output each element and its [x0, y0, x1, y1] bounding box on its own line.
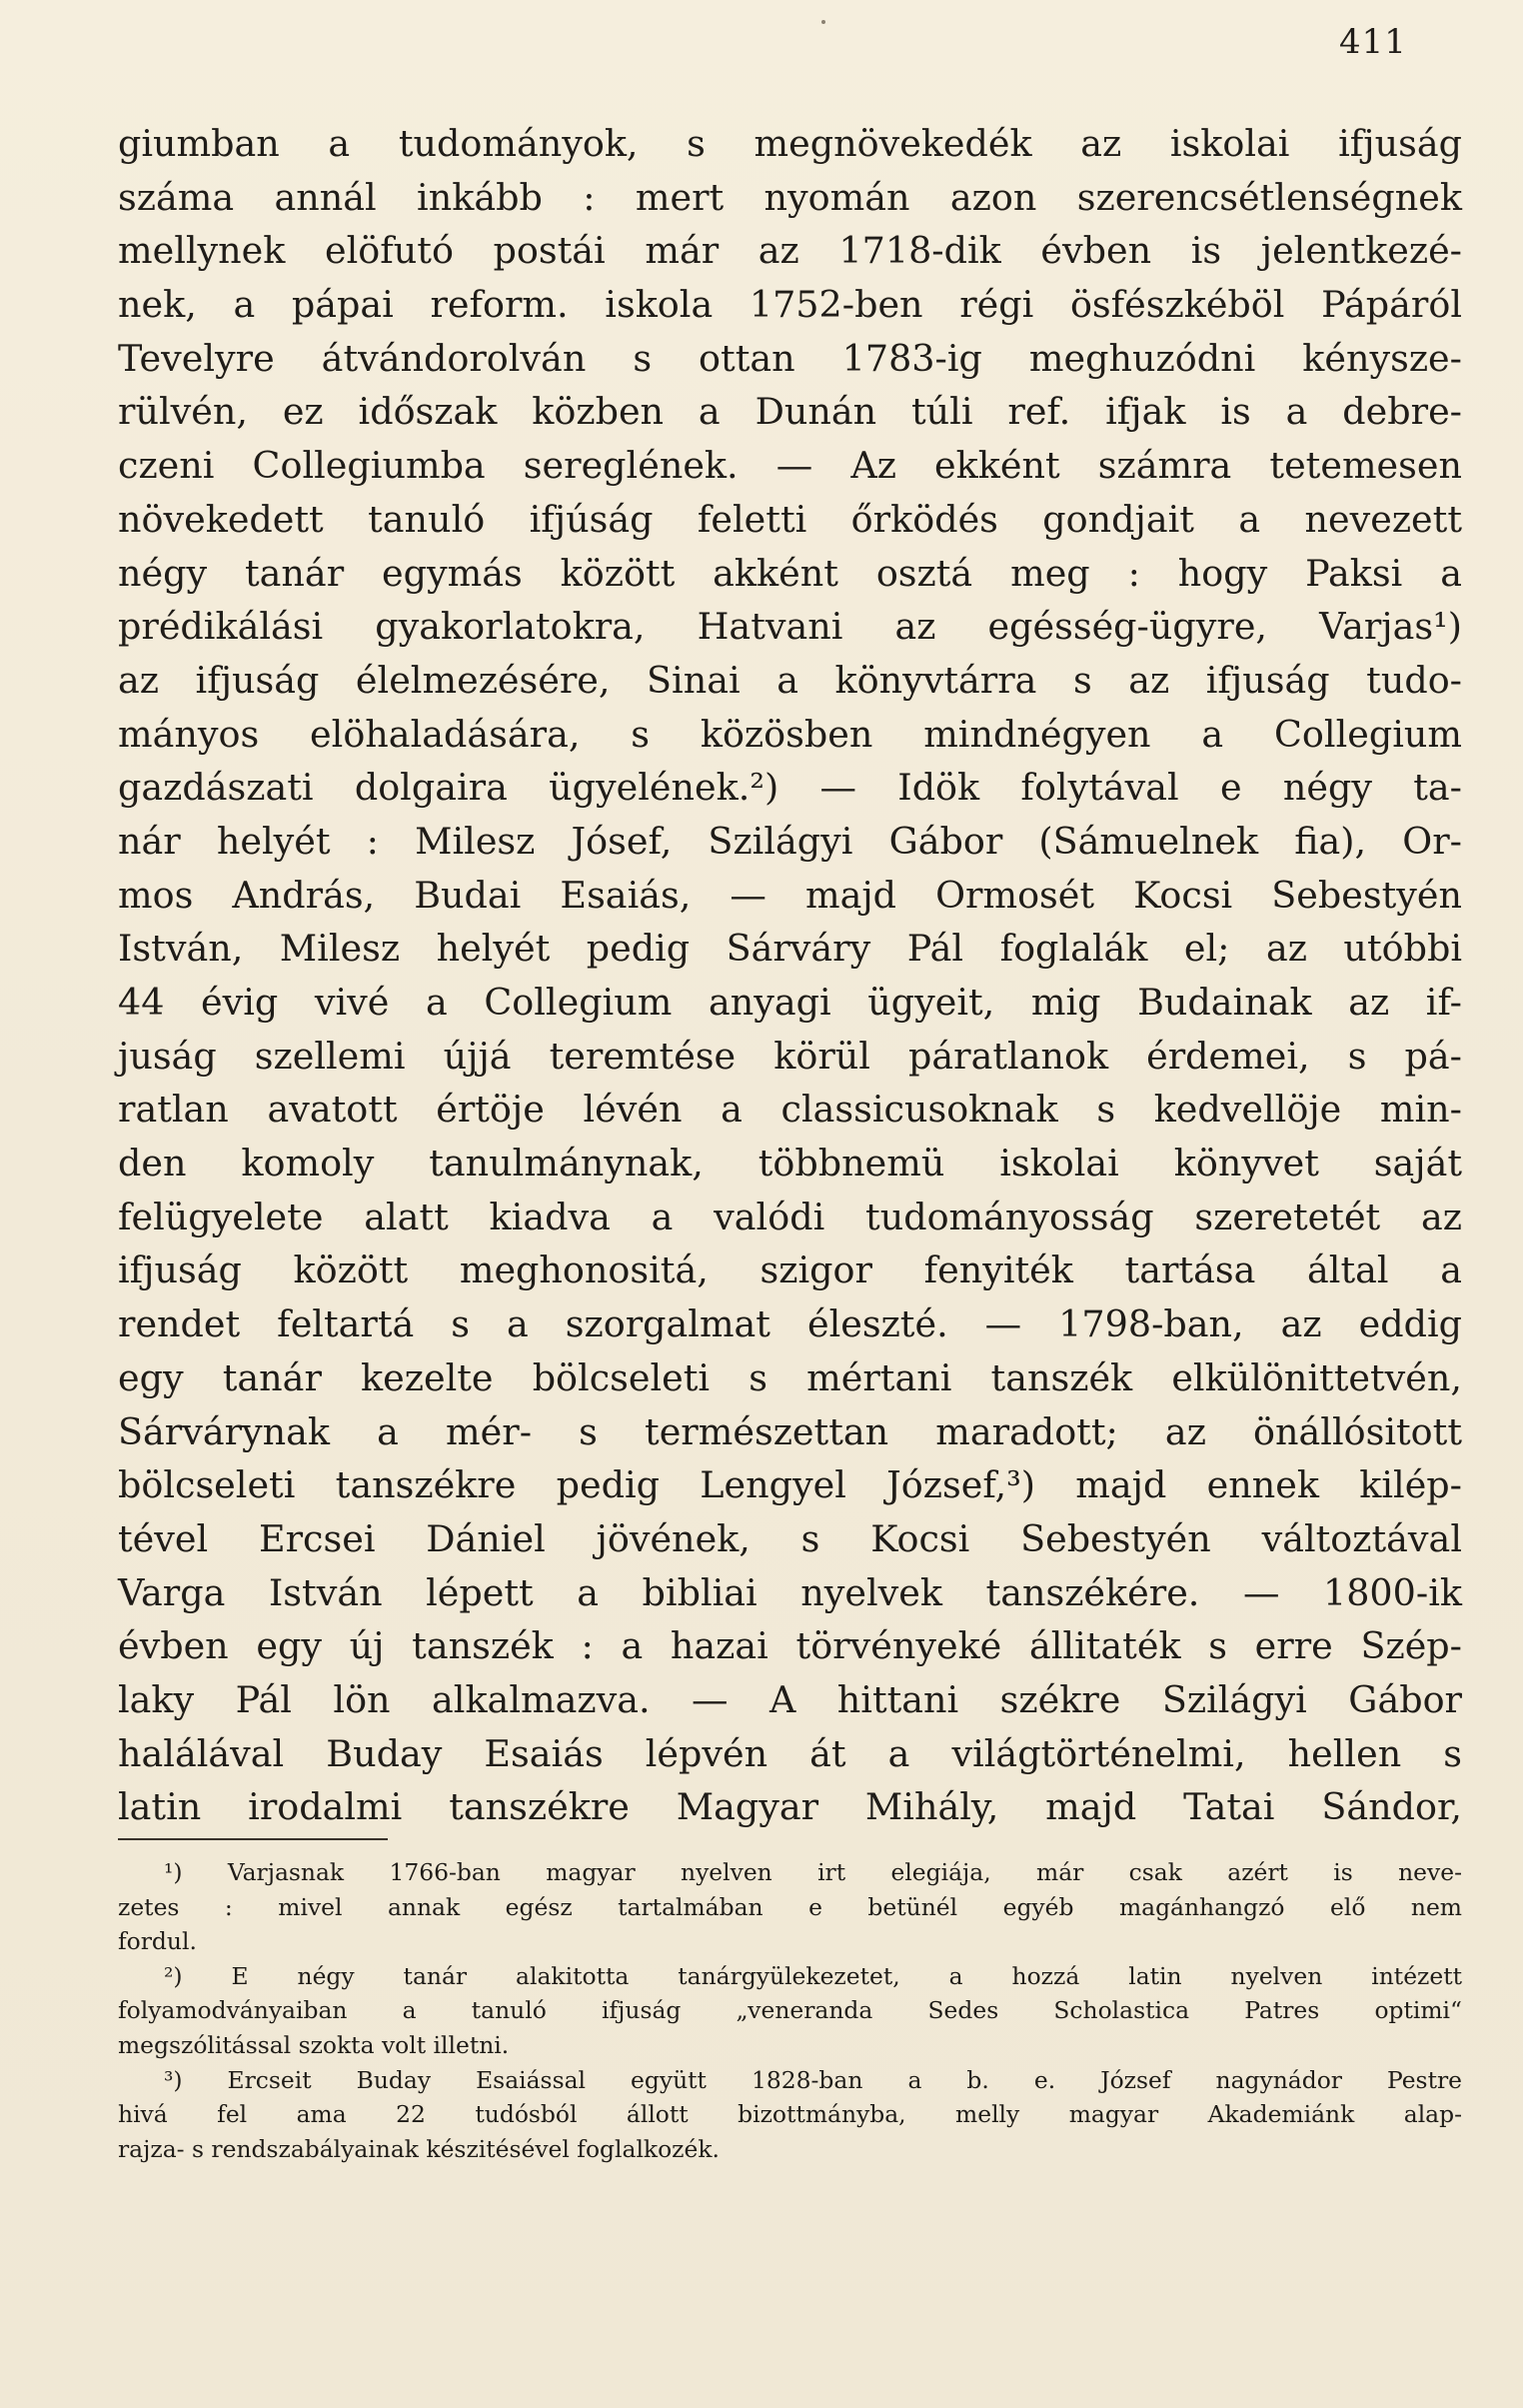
main-text-line: 44 évig vivé a Collegium anyagi ügyeit, mig Budainak az if-	[118, 981, 1462, 1024]
main-text-line: rülvén, ez időszak közben a Dunán túli ref. ifjak is a debre-	[118, 390, 1462, 434]
main-text-line: giumban a tudományok, s megnövekedék az iskolai ifjuság	[118, 122, 1462, 165]
footnotes-block	[118, 1855, 1462, 2166]
footnote-line: fordul.	[118, 1927, 197, 1956]
main-text-line: az ifjuság élelmezésére, Sinai a könyvtárra s az ifjuság tudo-	[118, 658, 1462, 702]
main-text-line: Varga István lépett a bibliai nyelvek tanszékére. — 1800-ik	[118, 1570, 1462, 1614]
main-text-line: nár helyét : Milesz Jósef, Szilágyi Gábor (Sámuelnek fia), Or-	[118, 819, 1462, 863]
main-text-line: gazdászati dolgaira ügyelének.²) — Idök folytával e négy ta-	[118, 766, 1462, 810]
main-text-line: bölcseleti tanszékre pedig Lengyel József,³) majd ennek kilép-	[118, 1463, 1462, 1507]
main-text-line: nek, a pápai reform. iskola 1752-ben régi ösfészkéböl Pápáról	[118, 283, 1462, 327]
main-text-line: száma annál inkább : mert nyomán azon szerencsétlenségnek	[118, 175, 1462, 219]
main-text-line: mellynek elöfutó postái már az 1718-dik évben is jelentkezé-	[118, 229, 1462, 273]
main-text-line: ratlan avatott értöje lévén a classicusoknak s kedvellöje min-	[118, 1088, 1462, 1132]
main-text-line: felügyelete alatt kiadva a valódi tudományosság szeretetét az	[118, 1195, 1462, 1238]
main-text-line: mos András, Budai Esaiás, — majd Ormosét Kocsi Sebestyén	[118, 873, 1462, 917]
main-text-line: mányos elöhaladására, s közösben mindnégyen a Collegium	[118, 712, 1462, 756]
main-text-block	[118, 117, 1462, 1834]
main-text-line: évben egy új tanszék : a hazai törvényeké állitaték s erre Szép-	[118, 1624, 1462, 1668]
main-text-line: juság szellemi újjá teremtése körül páratlanok érdemei, s pá-	[118, 1034, 1462, 1078]
footnote-line: ²) E négy tanár alakitotta tanárgyülekezetet, a hozzá latin nyelven intézett	[164, 1961, 1462, 1990]
main-text-line: Sárvárynak a mér- s természettan maradott; az önállósitott	[118, 1409, 1462, 1453]
main-text-line: halálával Buday Esaiás lépvén át a világtörténelmi, hellen s	[118, 1731, 1462, 1775]
main-text-line: egy tanár kezelte bölcseleti s mértani tanszék elkülönittetvén,	[118, 1355, 1462, 1399]
main-text-line: Tevelyre átvándorolván s ottan 1783-ig meghuzódni kénysze-	[118, 336, 1462, 380]
print-speck	[821, 20, 825, 24]
main-text-line: négy tanár egymás között akként osztá meg : hogy Paksi a	[118, 551, 1462, 595]
main-text-line: prédikálási gyakorlatokra, Hatvani az egésség-ügyre, Varjas¹)	[118, 605, 1462, 649]
footnote-line: megszólitással szokta volt illetni.	[118, 2030, 510, 2059]
footnote-line: rajza- s rendszabályainak készitésével foglalkozék.	[118, 2134, 720, 2163]
footnote-line: zetes : mivel annak egész tartalmában e betünél egyéb magánhangzó elő nem	[118, 1892, 1462, 1921]
main-text-line: den komoly tanulmánynak, többnemü iskolai könyvet saját	[118, 1142, 1462, 1186]
footnote-line: ³) Ercseit Buday Esaiással együtt 1828-ban a b. e. József nagynádor Pestre	[164, 2065, 1462, 2094]
main-text-line: növekedett tanuló ifjúság feletti őrködés gondjait a nevezett	[118, 497, 1462, 541]
main-text-line: rendet feltartá s a szorgalmat éleszté. — 1798-ban, az eddig	[118, 1302, 1462, 1346]
main-text-line: ifjuság között meghonositá, szigor fenyiték tartása által a	[118, 1248, 1462, 1292]
main-text-line: czeni Collegiumba sereglének. — Az ekként számra tetemesen	[118, 444, 1462, 488]
main-text-line: tével Ercsei Dániel jövének, s Kocsi Sebestyén változtával	[118, 1516, 1462, 1560]
main-text-line: latin irodalmi tanszékre Magyar Mihály, majd Tatai Sándor,	[118, 1785, 1462, 1829]
page-number: 411	[1339, 22, 1407, 62]
footnote-separator-rule	[118, 1838, 388, 1840]
footnote-line: hivá fel ama 22 tudósból állott bizottmányba, melly magyar Akademiánk alap-	[118, 2100, 1462, 2129]
main-text-line: laky Pál lön alkalmazva. — A hittani székre Szilágyi Gábor	[118, 1677, 1462, 1721]
footnote-line: ¹) Varjasnak 1766-ban magyar nyelven irt elegiája, már csak azért is neve-	[164, 1858, 1462, 1886]
main-text-line: István, Milesz helyét pedig Sárváry Pál foglalák el; az utóbbi	[118, 927, 1462, 971]
footnote-line: folyamodványaiban a tanuló ifjuság „veneranda Sedes Scholastica Patres optimi“	[118, 1996, 1462, 2025]
